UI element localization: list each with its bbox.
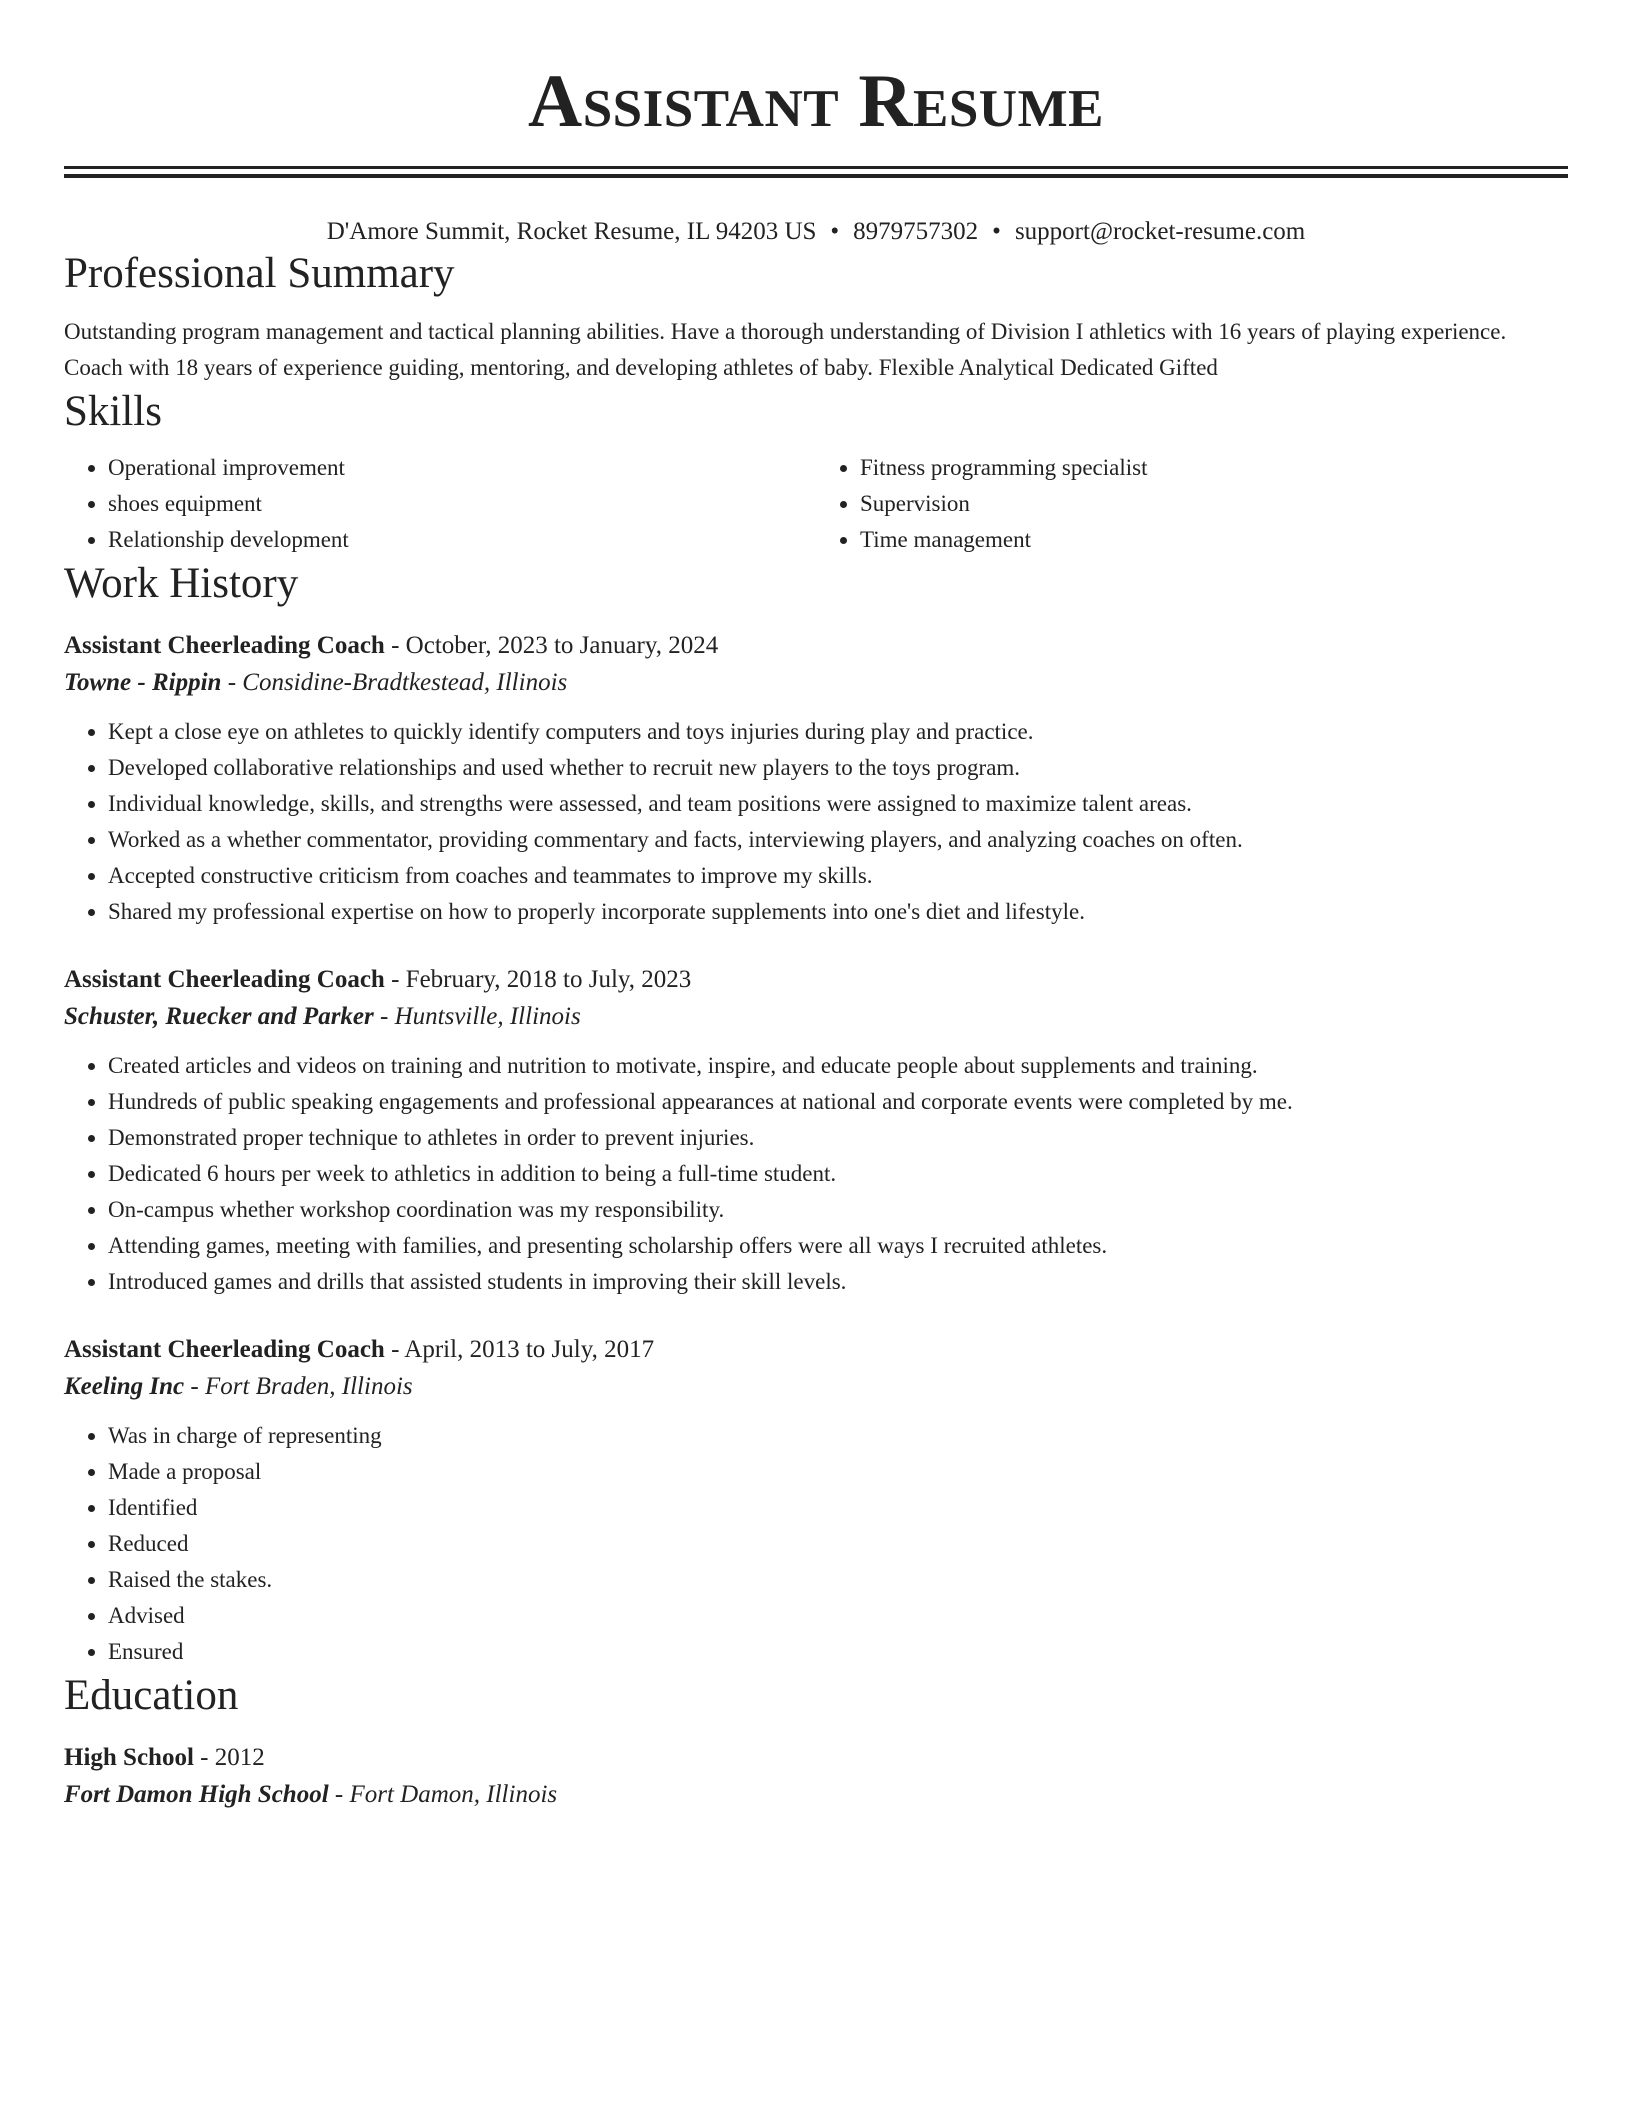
duty-item: • Attending games, meeting with families, and presenting scholarship offers were all ways I recruited athletes. (108, 1228, 1568, 1264)
job-dash: - (384, 632, 406, 659)
duty-item: • Introduced games and drills that assisted students in improving their skill levels. (108, 1264, 1568, 1300)
duty-item: • Ensured (108, 1634, 1568, 1670)
job-duties (64, 714, 1568, 930)
duty-item: • Shared my professional expertise on how to properly incorporate supplements into one's diet and lifestyle. (108, 894, 1568, 930)
duty-item: • On-campus whether workshop coordination was my responsibility. (108, 1192, 1568, 1228)
job-dash: - (373, 1003, 395, 1030)
skill-item: • Operational improvement (108, 450, 816, 486)
job-duties (64, 1048, 1568, 1300)
job-location: Huntsville, Illinois (394, 1003, 581, 1030)
job-title: Assistant Cheerleading Coach (64, 632, 385, 659)
job-title-line (64, 1332, 1568, 1368)
skill-item: • Fitness programming specialist (860, 450, 1568, 486)
education-dash: - (193, 1744, 215, 1771)
job-dash: - (184, 1373, 205, 1400)
job-company: Schuster, Ruecker and Parker (64, 1003, 374, 1030)
job-dash: - (221, 669, 243, 696)
job-entry (64, 628, 1568, 930)
job-entry (64, 1332, 1568, 1670)
duty-item: • Raised the stakes. (108, 1562, 1568, 1598)
job-company: Towne - Rippin (64, 669, 222, 696)
job-company: Keeling Inc (64, 1373, 185, 1400)
skill-item: • shoes equipment (108, 486, 816, 522)
job-title-line (64, 962, 1568, 998)
duty-item: • Worked as a whether commentator, providing commentary and facts, interviewing players, and analyzing coaches on often. (108, 822, 1568, 858)
title-divider-bottom (64, 174, 1568, 178)
job-duties (64, 1418, 1568, 1670)
duty-item: • Hundreds of public speaking engagements and professional appearances at national and corporate events were completed by me. (108, 1084, 1568, 1120)
education-year: 2012 (214, 1744, 265, 1771)
job-dash: - (384, 1336, 405, 1363)
contact-separator: • (830, 218, 840, 245)
job-title: Assistant Cheerleading Coach (64, 966, 385, 993)
duty-item: • Developed collaborative relationships and used whether to recruit new players to the toys program. (108, 750, 1568, 786)
duty-item: • Demonstrated proper technique to athletes in order to prevent injuries. (108, 1120, 1568, 1156)
work-history-heading: Work History (64, 560, 299, 607)
duty-item: • Individual knowledge, skills, and strengths were assessed, and team positions were assigned to maximize talent areas. (108, 786, 1568, 822)
education-degree: High School (64, 1744, 194, 1771)
job-dates: October, 2023 to January, 2024 (405, 632, 719, 659)
skills-list (64, 450, 1568, 558)
skills-column-right (816, 450, 1568, 558)
duty-item: • Dedicated 6 hours per week to athletics in addition to being a full-time student. (108, 1156, 1568, 1192)
duty-item: • Created articles and videos on training and nutrition to motivate, inspire, and educate people about supplements and training. (108, 1048, 1568, 1084)
job-location: Fort Braden, Illinois (204, 1373, 413, 1400)
skill-item: • Time management (860, 522, 1568, 558)
education-school: Fort Damon High School (64, 1781, 329, 1808)
summary-heading: Professional Summary (64, 250, 455, 297)
education-dash: - (328, 1781, 350, 1808)
education-entry (64, 1740, 1568, 1814)
job-title: Assistant Cheerleading Coach (64, 1336, 385, 1363)
skill-item: • Relationship development (108, 522, 816, 558)
job-company-line (64, 1368, 1568, 1406)
skills-heading: Skills (64, 388, 162, 435)
contact-address: D'Amore Summit, Rocket Resume, IL 94203 US (326, 218, 817, 245)
duty-item: • Reduced (108, 1526, 1568, 1562)
summary-text: Outstanding program management and tactical planning abilities. Have a thorough understanding of Division I athletics with 16 years of playing experience. Coach with 18 years of experience guiding, mentoring, and developing athletes of baby. Flexible Analytical Dedicated Gifted (64, 319, 1507, 380)
education-location: Fort Damon, Illinois (349, 1781, 558, 1808)
job-location: Considine-Bradtkestead, Illinois (242, 669, 568, 696)
job-dates: February, 2018 to July, 2023 (405, 966, 692, 993)
title-divider-top (64, 166, 1568, 169)
duty-item: • Advised (108, 1598, 1568, 1634)
duty-item: • Identified (108, 1490, 1568, 1526)
education-heading: Education (64, 1672, 239, 1719)
contact-phone: 8979757302 (853, 218, 979, 245)
duty-item: • Made a proposal (108, 1454, 1568, 1490)
job-dates: April, 2013 to July, 2017 (404, 1336, 655, 1363)
education-school-line (64, 1776, 1568, 1814)
education-degree-line (64, 1740, 1568, 1776)
job-company-line (64, 664, 1568, 702)
skills-column-left (64, 450, 816, 558)
job-entry (64, 962, 1568, 1300)
duty-item: • Kept a close eye on athletes to quickly identify computers and toys injuries during play and practice. (108, 714, 1568, 750)
contact-email: support@rocket-resume.com (1014, 218, 1306, 245)
contact-line (64, 216, 1568, 248)
contact-separator: • (992, 218, 1001, 245)
resume-title: Assistant Resume (528, 60, 1104, 143)
skill-item: • Supervision (860, 486, 1568, 522)
duty-item: • Accepted constructive criticism from coaches and teammates to improve my skills. (108, 858, 1568, 894)
job-title-line (64, 628, 1568, 664)
job-dash: - (384, 966, 406, 993)
duty-item: • Was in charge of representing (108, 1418, 1568, 1454)
job-company-line (64, 998, 1568, 1036)
